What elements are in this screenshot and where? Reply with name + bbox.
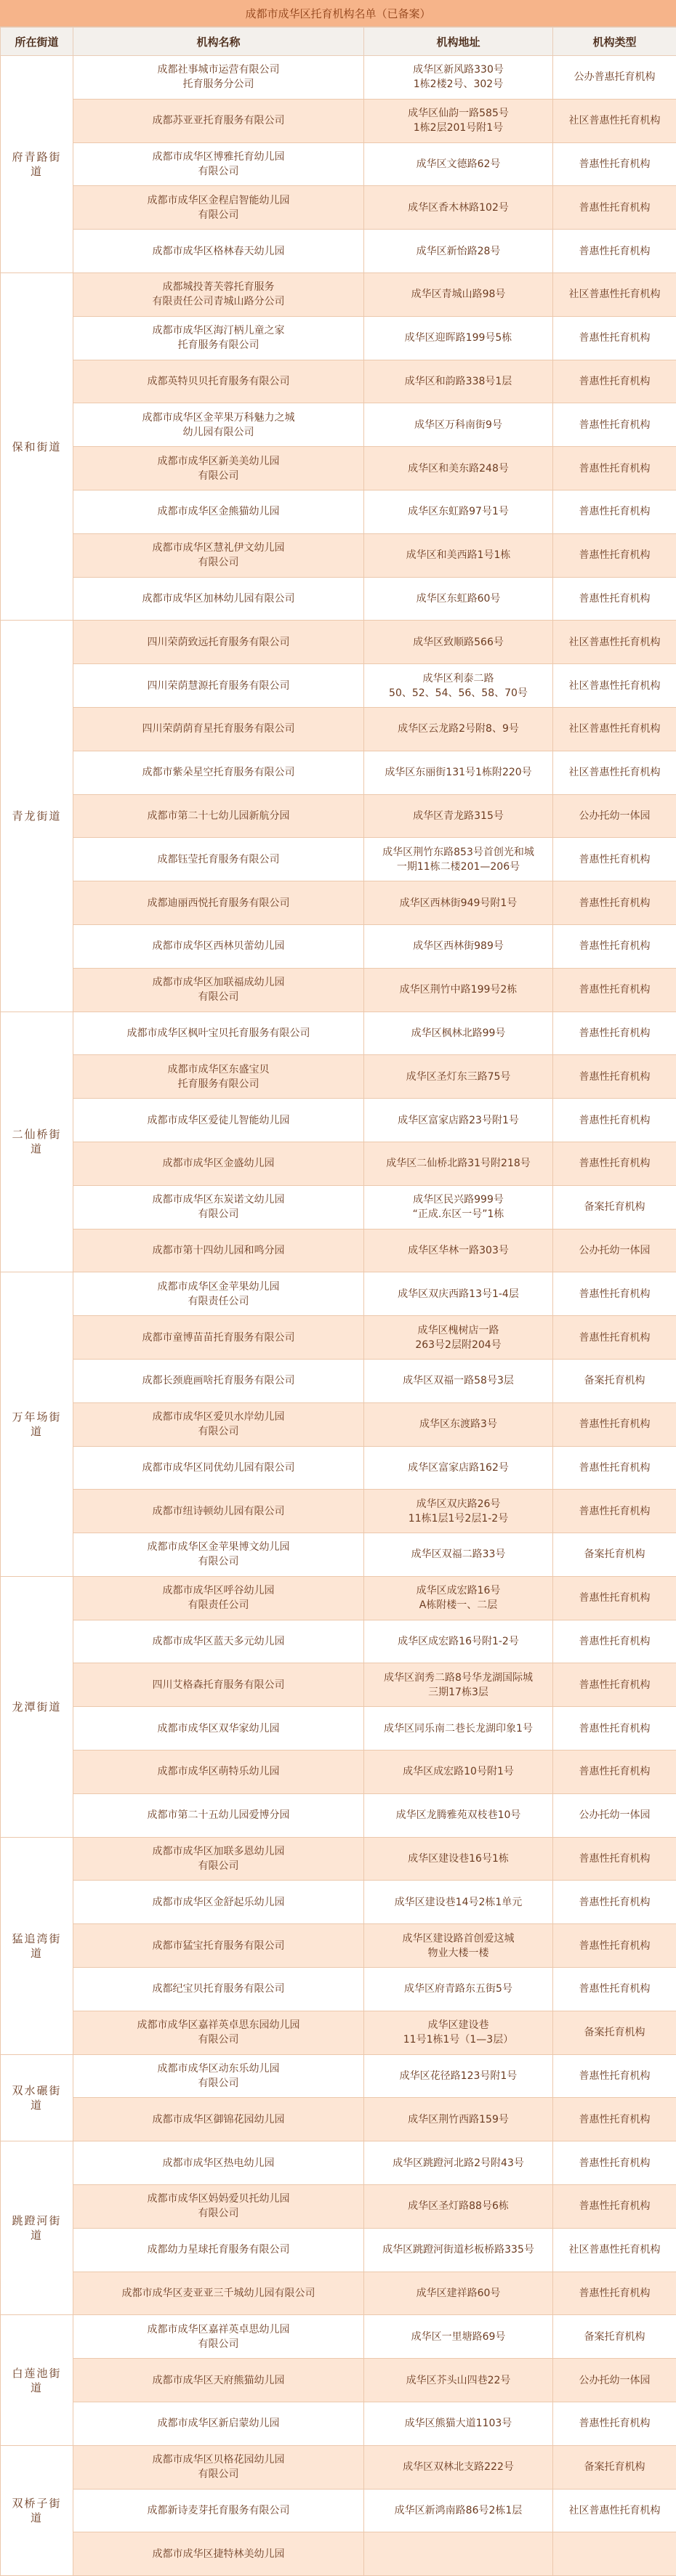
institution-type-cell: 备案托育机构 (553, 2445, 676, 2489)
institution-table (0, 27, 676, 2576)
table-row (1, 272, 676, 316)
institution-address-cell: 成华区荆竹东路853号首创光和城 一期11栋二楼201—206号 (364, 838, 553, 881)
institution-name-cell: 四川艾格森托育服务有限公司 (73, 1663, 364, 1707)
institution-address-cell: 成华区建设巷16号1栋 (364, 1837, 553, 1881)
institution-type-cell (553, 2532, 676, 2576)
institution-name-cell: 成都市童博苗苗托育服务有限公司 (73, 1316, 364, 1360)
table-row (1, 2054, 676, 2098)
institution-name-cell: 成都市成华区海汀柄儿童之家 托育服务有限公司 (73, 316, 364, 360)
institution-name-cell: 成都市成华区金程启智能幼儿园 有限公司 (73, 186, 364, 230)
table-row (1, 1402, 676, 1446)
institution-type-cell: 普惠性托育机构 (553, 2054, 676, 2098)
institution-address-cell: 成华区润秀二路8号华龙湖国际城 三期17栋3层 (364, 1663, 553, 1707)
table-row (1, 316, 676, 360)
table-row (1, 230, 676, 273)
institution-name-cell: 成都市成华区加林幼儿园有限公司 (73, 577, 364, 621)
institution-address-cell: 成华区圣灯东三路75号 (364, 1055, 553, 1099)
institution-type-cell: 普惠性托育机构 (553, 186, 676, 230)
institution-type-cell: 普惠性托育机构 (553, 1968, 676, 2011)
institution-type-cell: 普惠性托育机构 (553, 1620, 676, 1663)
institution-type-cell: 普惠性托育机构 (553, 360, 676, 403)
table-row (1, 794, 676, 838)
institution-name-cell: 成都新诗麦芽托育服务有限公司 (73, 2489, 364, 2532)
institution-address-cell: 成华区和美西路1号1栋 (364, 533, 553, 577)
institution-type-cell: 社区普惠性托育机构 (553, 664, 676, 708)
table-row (1, 2272, 676, 2315)
institution-address-cell: 成华区利泰二路 50、52、54、56、58、70号 (364, 664, 553, 708)
institution-name-cell: 成都市成华区金苹果万科魅力之城 幼儿园有限公司 (73, 403, 364, 447)
institution-name-cell: 成都市成华区呼谷幼儿园 有限责任公司 (73, 1576, 364, 1620)
institution-type-cell: 普惠性托育机构 (553, 447, 676, 490)
institution-type-cell: 普惠性托育机构 (553, 1881, 676, 1924)
institution-type-cell: 社区普惠性托育机构 (553, 707, 676, 751)
table-row (1, 1968, 676, 2011)
table-row (1, 1924, 676, 1968)
institution-type-cell: 普惠性托育机构 (553, 1446, 676, 1490)
institution-name-cell: 成都市成华区贝格花园幼儿园 有限公司 (73, 2445, 364, 2489)
institution-type-cell: 普惠性托育机构 (553, 1924, 676, 1968)
institution-name-cell: 成都市成华区萌特乐幼儿园 (73, 1751, 364, 1794)
institution-name-cell: 成都市成华区天府熊猫幼儿园 (73, 2359, 364, 2402)
table-row (1, 142, 676, 186)
institution-address-cell: 成华区和美东路248号 (364, 447, 553, 490)
institution-type-cell: 普惠性托育机构 (553, 881, 676, 925)
institution-address-cell: 成华区双庆西路13号1-4层 (364, 1272, 553, 1316)
table-row (1, 1359, 676, 1402)
institution-address-cell: 成华区东丽街131号1栋附220号 (364, 751, 553, 794)
institution-address-cell: 成华区青龙路315号 (364, 794, 553, 838)
institution-name-cell: 成都市成华区爱徒儿智能幼儿园 (73, 1099, 364, 1142)
table-row (1, 1446, 676, 1490)
institution-name-cell: 成都英特贝贝托育服务有限公司 (73, 360, 364, 403)
table-row (1, 1620, 676, 1663)
institution-type-cell: 普惠性托育机构 (553, 1012, 676, 1055)
institution-type-cell: 备案托育机构 (553, 1533, 676, 1577)
table-row (1, 1012, 676, 1055)
table-row (1, 2098, 676, 2141)
institution-address-cell: 成华区新怡路28号 (364, 230, 553, 273)
institution-name-cell: 成都市成华区嘉祥英卓思东园幼儿园 有限公司 (73, 2011, 364, 2054)
institution-type-cell: 普惠性托育机构 (553, 1099, 676, 1142)
institution-type-cell: 公办托幼一体园 (553, 2359, 676, 2402)
street-cell: 双水碾街道 (1, 2054, 73, 2141)
institution-type-cell: 普惠性托育机构 (553, 924, 676, 968)
table-row (1, 1793, 676, 1837)
institution-type-cell: 普惠性托育机构 (553, 577, 676, 621)
institution-address-cell: 成华区跳蹬河北路2号附43号 (364, 2141, 553, 2185)
table-row (1, 1576, 676, 1620)
institution-address-cell: 成华区圣灯路88号6栋 (364, 2185, 553, 2229)
institution-address-cell: 成华区荆竹西路159号 (364, 2098, 553, 2141)
institution-name-cell: 成都市猛宝托育服务有限公司 (73, 1924, 364, 1968)
street-cell: 青龙街道 (1, 621, 73, 1012)
institution-address-cell: 成华区东虹路60号 (364, 577, 553, 621)
table-row (1, 2185, 676, 2229)
street-cell: 万年场街道 (1, 1272, 73, 1577)
document-title: 成都市成华区托育机构名单（已备案） (0, 0, 676, 27)
institution-type-cell: 普惠性托育机构 (553, 1663, 676, 1707)
institution-address-cell: 成华区香木林路102号 (364, 186, 553, 230)
institution-type-cell: 普惠性托育机构 (553, 1272, 676, 1316)
institution-name-cell: 成都市第二十七幼儿园新航分园 (73, 794, 364, 838)
table-row (1, 99, 676, 142)
institution-type-cell: 普惠性托育机构 (553, 142, 676, 186)
institution-type-cell: 社区普惠性托育机构 (553, 621, 676, 664)
institution-address-cell: 成华区跳蹬河街道杉板桥路335号 (364, 2228, 553, 2272)
institution-name-cell: 成都市成华区动东乐幼儿园 有限公司 (73, 2054, 364, 2098)
table-row (1, 1272, 676, 1316)
institution-type-cell: 普惠性托育机构 (553, 2098, 676, 2141)
table-row (1, 621, 676, 664)
institution-address-cell: 成华区新鸿南路86号2栋1层 (364, 2489, 553, 2532)
table-row (1, 1881, 676, 1924)
street-cell: 白莲池街道 (1, 2315, 73, 2445)
table-row (1, 1707, 676, 1751)
institution-address-cell: 成华区建设巷14号2栋1单元 (364, 1881, 553, 1924)
institution-type-cell: 备案托育机构 (553, 1359, 676, 1402)
institution-name-cell: 成都市成华区枫叶宝贝托育服务有限公司 (73, 1012, 364, 1055)
table-row (1, 2228, 676, 2272)
table-row (1, 1533, 676, 1577)
institution-address-cell: 成华区荆竹中路199号2栋 (364, 968, 553, 1012)
street-cell: 保和街道 (1, 272, 73, 620)
street-cell: 猛追湾街道 (1, 1837, 73, 2054)
institution-name-cell: 成都市成华区金苹果博文幼儿园 有限公司 (73, 1533, 364, 1577)
institution-name-cell: 成都市成华区东盛宝贝 托育服务有限公司 (73, 1055, 364, 1099)
table-row (1, 881, 676, 925)
table-row (1, 1229, 676, 1272)
institution-name-cell: 成都市成华区捷特林美幼儿园 (73, 2532, 364, 2576)
table-row (1, 186, 676, 230)
table-row (1, 577, 676, 621)
table-row (1, 2011, 676, 2054)
institution-name-cell: 成都长颈鹿画啥托育服务有限公司 (73, 1359, 364, 1402)
table-row (1, 2532, 676, 2576)
institution-address-cell: 成华区熊猫大道1103号 (364, 2402, 553, 2446)
institution-type-cell: 普惠性托育机构 (553, 2272, 676, 2315)
table-row (1, 1185, 676, 1229)
table-row (1, 1316, 676, 1360)
table-row (1, 664, 676, 708)
institution-address-cell: 成华区成宏路10号附1号 (364, 1751, 553, 1794)
institution-type-cell: 普惠性托育机构 (553, 968, 676, 1012)
header-street: 所在街道 (1, 28, 73, 56)
institution-address-cell: 成华区西林街989号 (364, 924, 553, 968)
institution-name-cell: 成都幼力星球托育服务有限公司 (73, 2228, 364, 2272)
institution-type-cell: 普惠性托育机构 (553, 1402, 676, 1446)
table-row (1, 360, 676, 403)
institution-type-cell: 社区普惠性托育机构 (553, 272, 676, 316)
institution-name-cell: 成都市成华区格林春天幼儿园 (73, 230, 364, 273)
table-row (1, 1142, 676, 1185)
institution-address-cell: 成华区建设路首创爱这城 物业大楼一楼 (364, 1924, 553, 1968)
institution-name-cell: 成都社事城市运营有限公司 托育服务分公司 (73, 56, 364, 100)
table-row (1, 533, 676, 577)
institution-name-cell: 成都市成华区西林贝蕾幼儿园 (73, 924, 364, 968)
table-row (1, 2489, 676, 2532)
institution-type-cell: 普惠性托育机构 (553, 1837, 676, 1881)
institution-address-cell: 成华区民兴路999号 “正成.东区一号”1栋 (364, 1185, 553, 1229)
institution-address-cell: 成华区枫林北路99号 (364, 1012, 553, 1055)
institution-address-cell: 成华区二仙桥北路31号附218号 (364, 1142, 553, 1185)
institution-address-cell: 成华区华林一路303号 (364, 1229, 553, 1272)
institution-name-cell: 四川荣荫慧源托育服务有限公司 (73, 664, 364, 708)
institution-type-cell: 普惠性托育机构 (553, 1142, 676, 1185)
institution-address-cell: 成华区双福二路33号 (364, 1533, 553, 1577)
institution-name-cell: 成都迪丽西悦托育服务有限公司 (73, 881, 364, 925)
institution-name-cell: 成都市紫朵星空托育服务有限公司 (73, 751, 364, 794)
institution-address-cell (364, 2532, 553, 2576)
institution-address-cell: 成华区西林街949号附1号 (364, 881, 553, 925)
institution-type-cell: 普惠性托育机构 (553, 1576, 676, 1620)
institution-name-cell: 四川荣荫荫育星托育服务有限公司 (73, 707, 364, 751)
institution-type-cell: 普惠性托育机构 (553, 533, 676, 577)
table-row (1, 2359, 676, 2402)
institution-address-cell: 成华区龙腾雅苑双枝巷10号 (364, 1793, 553, 1837)
table-row (1, 838, 676, 881)
institution-address-cell: 成华区仙韵一路585号 1栋2层201号附1号 (364, 99, 553, 142)
institution-address-cell: 成华区东渡路3号 (364, 1402, 553, 1446)
institution-type-cell: 普惠性托育机构 (553, 1707, 676, 1751)
institution-type-cell: 普惠性托育机构 (553, 230, 676, 273)
institution-address-cell: 成华区建祥路60号 (364, 2272, 553, 2315)
institution-name-cell: 成都市成华区加联多恩幼儿园 有限公司 (73, 1837, 364, 1881)
institution-address-cell: 成华区双福一路58号3层 (364, 1359, 553, 1402)
institution-name-cell: 成都市成华区同优幼儿园有限公司 (73, 1446, 364, 1490)
institution-address-cell: 成华区同乐南二巷长龙湖印象1号 (364, 1707, 553, 1751)
table-row (1, 2402, 676, 2446)
street-cell: 双桥子街道 (1, 2445, 73, 2575)
street-cell: 跳蹬河街道 (1, 2141, 73, 2315)
institution-name-cell: 四川荣荫致远托育服务有限公司 (73, 621, 364, 664)
institution-address-cell: 成华区文德路62号 (364, 142, 553, 186)
institution-name-cell: 成都城投菁芙蓉托育服务 有限责任公司青城山路分公司 (73, 272, 364, 316)
institution-name-cell: 成都市成华区金熊猫幼儿园 (73, 490, 364, 533)
table-row (1, 403, 676, 447)
header-type: 机构类型 (553, 28, 676, 56)
institution-type-cell: 公办托幼一体园 (553, 1229, 676, 1272)
table-row (1, 2315, 676, 2359)
institution-name-cell: 成都市成华区加联福成幼儿园 有限公司 (73, 968, 364, 1012)
institution-address-cell: 成华区青城山路98号 (364, 272, 553, 316)
institution-type-cell: 公办托幼一体园 (553, 1793, 676, 1837)
institution-name-cell: 成都市成华区双华家幼儿园 (73, 1707, 364, 1751)
institution-type-cell: 普惠性托育机构 (553, 2185, 676, 2229)
table-row (1, 2141, 676, 2185)
institution-type-cell: 社区普惠性托育机构 (553, 2228, 676, 2272)
institution-name-cell: 成都市成华区新启蒙幼儿园 (73, 2402, 364, 2446)
institution-type-cell: 普惠性托育机构 (553, 1490, 676, 1533)
institution-type-cell: 社区普惠性托育机构 (553, 751, 676, 794)
institution-type-cell: 备案托育机构 (553, 1185, 676, 1229)
institution-name-cell: 成都市成华区麦亚亚三千城幼儿园有限公司 (73, 2272, 364, 2315)
table-row (1, 924, 676, 968)
institution-address-cell: 成华区云龙路2号附8、9号 (364, 707, 553, 751)
institution-type-cell: 备案托育机构 (553, 2011, 676, 2054)
institution-name-cell: 成都市成华区新美美幼儿园 有限公司 (73, 447, 364, 490)
institution-address-cell: 成华区富家店路162号 (364, 1446, 553, 1490)
institution-address-cell: 成华区新风路330号 1栋2楼2号、302号 (364, 56, 553, 100)
institution-address-cell: 成华区芥头山四巷22号 (364, 2359, 553, 2402)
institution-name-cell: 成都市成华区金苹果幼儿园 有限责任公司 (73, 1272, 364, 1316)
table-row (1, 1099, 676, 1142)
institution-address-cell: 成华区迎晖路199号5栋 (364, 316, 553, 360)
institution-name-cell: 成都市成华区博雅托育幼儿园 有限公司 (73, 142, 364, 186)
institution-address-cell: 成华区成宏路16号 A栋附楼一、二层 (364, 1576, 553, 1620)
institution-address-cell: 成华区双林北支路222号 (364, 2445, 553, 2489)
institution-name-cell: 成都市成华区慧礼伊文幼儿园 有限公司 (73, 533, 364, 577)
institution-address-cell: 成华区建设巷 11号1栋1号（1—3层） (364, 2011, 553, 2054)
street-cell: 二仙桥街道 (1, 1012, 73, 1272)
street-cell: 府青路街道 (1, 56, 73, 273)
institution-type-cell: 公办托幼一体园 (553, 794, 676, 838)
institution-name-cell: 成都市成华区妈妈爱贝托幼儿园 有限公司 (73, 2185, 364, 2229)
table-row (1, 751, 676, 794)
institution-type-cell: 社区普惠性托育机构 (553, 99, 676, 142)
institution-address-cell: 成华区东虹路97号1号 (364, 490, 553, 533)
institution-name-cell: 成都钰莹托育服务有限公司 (73, 838, 364, 881)
institution-address-cell: 成华区一里塘路69号 (364, 2315, 553, 2359)
institution-type-cell: 普惠性托育机构 (553, 403, 676, 447)
institution-name-cell: 成都市成华区东炭诺文幼儿园 有限公司 (73, 1185, 364, 1229)
institution-type-cell: 公办普惠托育机构 (553, 56, 676, 100)
table-row (1, 1837, 676, 1881)
header-name: 机构名称 (73, 28, 364, 56)
institution-name-cell: 成都市成华区蓝天多元幼儿园 (73, 1620, 364, 1663)
institution-address-cell: 成华区双庆路26号 11栋1层1号2层1-2号 (364, 1490, 553, 1533)
institution-type-cell: 普惠性托育机构 (553, 2141, 676, 2185)
table-row (1, 490, 676, 533)
institution-name-cell: 成都市成华区嘉祥英卓思幼儿园 有限公司 (73, 2315, 364, 2359)
institution-address-cell: 成华区花径路123号附1号 (364, 2054, 553, 2098)
institution-type-cell: 普惠性托育机构 (553, 490, 676, 533)
institution-address-cell: 成华区府青路东五街5号 (364, 1968, 553, 2011)
institution-type-cell: 社区普惠性托育机构 (553, 2489, 676, 2532)
street-cell: 龙潭街道 (1, 1576, 73, 1837)
header-address: 机构地址 (364, 28, 553, 56)
table-row (1, 707, 676, 751)
institution-type-cell: 普惠性托育机构 (553, 1751, 676, 1794)
institution-address-cell: 成华区富家店路23号附1号 (364, 1099, 553, 1142)
institution-address-cell: 成华区和韵路338号1层 (364, 360, 553, 403)
institution-type-cell: 普惠性托育机构 (553, 1316, 676, 1360)
table-row (1, 1490, 676, 1533)
institution-name-cell: 成都市成华区热电幼儿园 (73, 2141, 364, 2185)
institution-address-cell: 成华区致顺路566号 (364, 621, 553, 664)
institution-address-cell: 成华区万科南街9号 (364, 403, 553, 447)
table-header-row (1, 28, 676, 56)
institution-type-cell: 普惠性托育机构 (553, 316, 676, 360)
table-row (1, 56, 676, 100)
institution-name-cell: 成都市第十四幼儿园和鸣分园 (73, 1229, 364, 1272)
institution-name-cell: 成都纪宝贝托育服务有限公司 (73, 1968, 364, 2011)
institution-name-cell: 成都市纽诗顿幼儿园有限公司 (73, 1490, 364, 1533)
table-row (1, 1055, 676, 1099)
institution-type-cell: 普惠性托育机构 (553, 2402, 676, 2446)
institution-address-cell: 成华区槐树店一路 263号2层附204号 (364, 1316, 553, 1360)
table-row (1, 447, 676, 490)
table-body (1, 56, 676, 2576)
institution-name-cell: 成都市成华区金舒起乐幼儿园 (73, 1881, 364, 1924)
institution-type-cell: 普惠性托育机构 (553, 838, 676, 881)
institution-name-cell: 成都市成华区御锦花园幼儿园 (73, 2098, 364, 2141)
institution-address-cell: 成华区成宏路16号附1-2号 (364, 1620, 553, 1663)
table-row (1, 2445, 676, 2489)
institution-name-cell: 成都苏亚亚托育服务有限公司 (73, 99, 364, 142)
table-row (1, 968, 676, 1012)
table-row (1, 1751, 676, 1794)
institution-name-cell: 成都市成华区爱贝水岸幼儿园 有限公司 (73, 1402, 364, 1446)
institution-type-cell: 普惠性托育机构 (553, 1055, 676, 1099)
institution-type-cell: 备案托育机构 (553, 2315, 676, 2359)
institution-name-cell: 成都市第二十五幼儿园爱博分园 (73, 1793, 364, 1837)
table-row (1, 1663, 676, 1707)
institution-name-cell: 成都市成华区金盛幼儿园 (73, 1142, 364, 1185)
